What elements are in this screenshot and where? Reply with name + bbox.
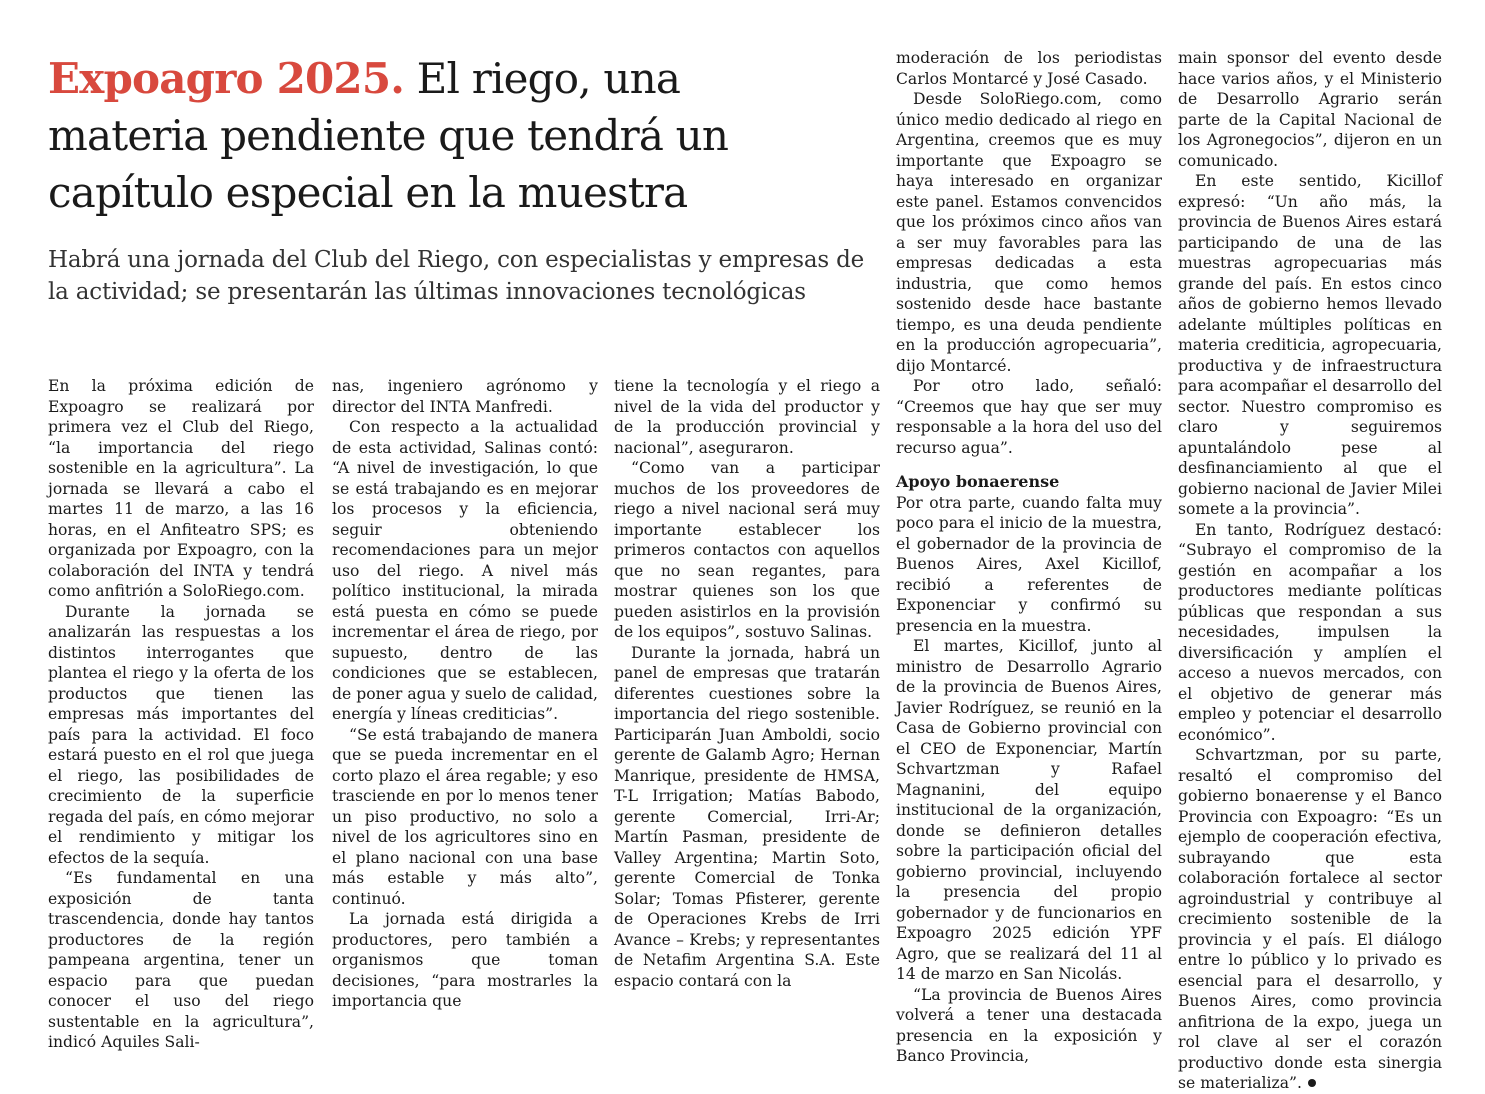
- article-column-3: [614, 376, 880, 991]
- paragraph: “Es fundamental en una exposición de tanta trascendencia, donde hay tantos productores de la región pampeana argentina, tener un espacio para que puedan conocer el uso del riego sustentable en la agricultura”, indicó Aquiles Sali-: [48, 869, 314, 1051]
- paragraph: tiene la tecnología y el riego a nivel de la vida del productor y de la producción provincial y nacional”, aseguraron.: [614, 377, 880, 457]
- article-column-4: [896, 48, 1162, 1067]
- paragraph: “La provincia de Buenos Aires volverá a tener una destacada presencia en la exposición y Banco Provincia,: [896, 985, 1162, 1065]
- paragraph: Por otro lado, señaló: “Creemos que hay que ser muy responsable a la hora del uso del recurso agua”.: [896, 377, 1162, 457]
- article-column-1: [48, 376, 314, 1053]
- headline: [48, 50, 848, 221]
- paragraph: Por otra parte, cuando falta muy poco para el inicio de la muestra, el gobernador de la provincia de Buenos Aires, Axel Kicillof, recibió a referentes de Exponenciar y confirmó su presencia en la muestra.: [896, 493, 1162, 635]
- paragraph-final: [1178, 745, 1442, 1094]
- paragraph: En este sentido, Kicillof expresó: “Un año más, la provincia de Buenos Aires estará participando de una de las muestras agropecuarias más grande del país. En estos cinco años de gobierno hemos llevado adelante múltiples políticas en materia crediticia, agropecuaria, productiva y de infraestructura para acompañar el desarrollo del sector. Nuestro compromiso es claro y seguiremos apuntalándolo pese al desfinanciamiento al que el gobierno nacional de Javier Milei somete a la provincia”.: [1178, 172, 1442, 518]
- end-of-article-bullet-icon: [1308, 1079, 1316, 1087]
- paragraph: Durante la jornada, habrá un panel de empresas que tratarán diferentes cuestiones sobre la importancia del riego sostenible. Participarán Juan Amboldi, socio gerente de Galamb Agro; Hernan Manrique, presidente de HMSA, T-L Irrigation; Matías Babodo, gerente Comercial, Irri-Ar; Martín Pasman, presidente de Valley Argentina; Martin Soto, gerente Comercial de Tonka Solar; Tomas Pfisterer, gerente de Operaciones Krebs de Irri Avance – Krebs; y representantes de Netafim Argentina S.A. Este espacio contará con la: [614, 643, 880, 990]
- paragraph: En tanto, Rodríguez destacó: “Subrayo el compromiso de la gestión en acompañar a los productores mediante políticas públicas que respondan a sus necesidades, impulsen la diversificación y amplíen el acceso a nuevos mercados, con el objetivo de generar más empleo y potenciar el desarrollo económico”.: [1178, 520, 1442, 744]
- paragraph: La jornada está dirigida a productores, pero también a organismos que toman decisiones, “para mostrarles la importancia que: [332, 910, 598, 1010]
- paragraph: El martes, Kicillof, junto al ministro de Desarrollo Agrario de la provincia de Buenos Aires, Javier Rodríguez, se reunió en la Casa de Gobierno provincial con el CEO de Exponenciar, Martín Schvartzman y Rafael Magnanini, del equipo institucional de la organización, donde se definieron detalles sobre la participación oficial del gobierno provincial, incluyendo la presencia del propio gobernador y de funcionarios en Expoagro 2025 edición YPF Agro, que se realizará del 11 al 14 de marzo en San Nicolás.: [896, 637, 1162, 983]
- subheading: Apoyo bonaerense: [896, 472, 1060, 491]
- paragraph: En la próxima edición de Expoagro se realizará por primera vez el Club del Riego, “la importancia del riego sostenible en la agricultura”. La jornada se llevará a cabo el martes 11 de marzo, a las 16 horas, en el Anfiteatro SPS; es organizada por Expoagro, con la colaboración del INTA y tendrá como anfitrión a SoloRiego.com.: [48, 377, 314, 600]
- paragraph: Con respecto a la actualidad de esta actividad, Salinas contó: “A nivel de investigación, lo que se está trabajando es en mejorar los procesos y la eficiencia, seguir obteniendo recomendaciones para un mejor uso del riego. A nivel más político institucional, la mirada está puesta en cómo se puede incrementar el área de riego, por supuesto, dentro de las condiciones que se establecen, de poner agua y suelo de calidad, energía y líneas crediticias”.: [332, 418, 598, 723]
- paragraph: Durante la jornada se analizarán las respuestas a los distintos interrogantes que plantea el riego y la oferta de los productos que tienen las empresas más importantes del país para la actividad. El foco estará puesto en el rol que juega el riego, las posibilidades de crecimiento de la superficie regada del país, en cómo mejorar el rendimiento y mitigar los efectos de la sequía.: [48, 602, 314, 867]
- paragraph: “Como van a participar muchos de los proveedores de riego a nivel nacional será muy importante establecer los primeros contactos con aquellos que no sean regantes, para mostrar quienes son los que pueden asistirlos en la provisión de los equipos”, sostuvo Salinas.: [614, 459, 880, 641]
- paragraph: nas, ingeniero agrónomo y director del INTA Manfredi.: [332, 377, 598, 416]
- headline-title: El riego, una materia pendiente que tendrá un capítulo especial en la muestra: [48, 54, 729, 217]
- deck-subtitle: Habrá una jornada del Club del Riego, con especialistas y empresas de la actividad; se presentarán las últimas innovaciones tecnológicas: [48, 247, 865, 305]
- headline-kicker: Expoagro 2025.: [48, 54, 405, 103]
- article-column-5: [1178, 48, 1442, 1094]
- article-column-2: [332, 376, 598, 1012]
- paragraph: main sponsor del evento desde hace varios años, y el Ministerio de Desarrollo Agrario serán parte de la Capital Nacional de los Agronegocios”, dijeron en un comunicado.: [1178, 49, 1442, 170]
- paragraph: moderación de los periodistas Carlos Montarcé y José Casado.: [896, 49, 1162, 88]
- paragraph: “Se está trabajando de manera que se pueda incrementar en el corto plazo el área regable; y eso trasciende en por lo menos tener un piso productivo, no solo a nivel de los agricultores sino en el plano nacional con una base más estable y más alto”, continuó.: [332, 725, 598, 908]
- paragraph: Desde SoloRiego.com, como único medio dedicado al riego en Argentina, creemos que es muy importante que Expoagro se haya interesado en organizar este panel. Estamos convencidos que los próximos cinco años van a ser muy favorables para las empresas dedicadas a esta industria, que como hemos sostenido desde hace bastante tiempo, es una deuda pendiente en la producción agropecuaria”, dijo Montarcé.: [896, 90, 1162, 375]
- paragraph-final-text: Schvartzman, por su parte, resaltó el compromiso del gobierno bonaerense y el Banco Provincia con Expoagro: “Es un ejemplo de cooperación efectiva, subrayando que esta colaboración fortalece al sector agroindustrial y contribuye al crecimiento sostenible de la provincia y el país. El diálogo entre lo público y lo privado es esencial para el desarrollo, y Buenos Aires, como provincia anfitriona de la expo, juega un rol clave al ser el corazón productivo donde esta sinergia se materializa”.: [1178, 746, 1442, 1092]
